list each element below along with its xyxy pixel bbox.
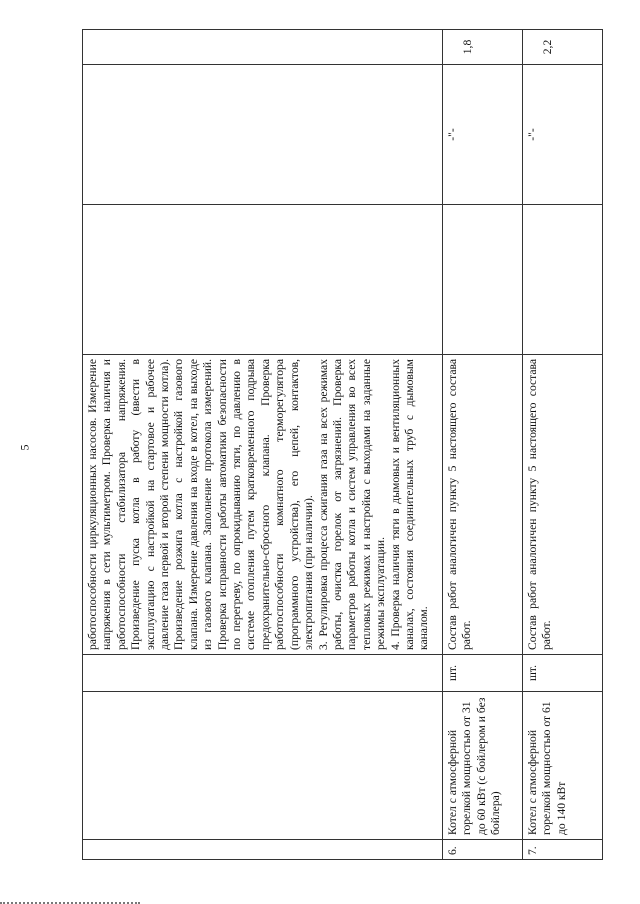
table-row-continuation [83, 30, 443, 860]
cell-description: Состав работ аналогичен пункту 5 настоящего состава работ. [523, 355, 603, 655]
table-row [443, 30, 523, 860]
table-rotor [82, 39, 602, 860]
description-paragraph-3: 4. Проверка наличия тяги в дымовых и вентиляционных каналах, состояния соединительных труб с дымовым каналом. [388, 359, 431, 650]
cell-value: 1,8 [443, 30, 523, 65]
cell-extra-empty [83, 205, 443, 355]
page-number: 5 [17, 444, 32, 451]
cell-extra [523, 205, 603, 355]
scan-edge-marks [0, 898, 140, 904]
cell-unit: шт. [443, 655, 523, 692]
cell-description: Состав работ аналогичен пункту 5 настоящего состава работ. [443, 355, 523, 655]
cell-name-empty [83, 692, 443, 840]
cell-ditto: -"- [523, 65, 603, 205]
cell-name: Котел с атмосферной горелкой мощностью от 31 до 60 кВт (с бойлером и без бойлера) [443, 692, 523, 840]
cell-value-empty [83, 30, 443, 65]
table-row [523, 30, 603, 860]
description-paragraph-2: 3. Регулировка процесса сжигания газа на всех режимах работы, очистка горелок от загрязнений. Проверка параметров работы котла и систем управления во всех тепловых режимах и настройка с выходами на заданные режимы эксплуатации. [316, 359, 388, 650]
cell-work-description [83, 355, 443, 655]
cell-num-empty [83, 840, 443, 860]
cell-name: Котел с атмосферной горелкой мощностью от 61 до 140 кВт [523, 692, 603, 840]
cell-num: 6. [443, 840, 523, 860]
cell-ditto: -"- [443, 65, 523, 205]
description-paragraph-1: работоспособности циркуляционных насосов. Измерение напряжения в сети мультиметром. Проверка наличия и работоспособности стабилизатора напряжения. Произведение пуска котла в работу (ввести в эксплуатацию с настройкой на стартовое и рабочее давление газа первой и второй степени мощности котла). Произведение розжига котла с настройкой газового клапана. Измерение давления на входе в котел, на выходе из газового клапана. Заполнение протокола измерений. Проверка исправности работы автоматики безопасности по перегреву, по опрокидыванию тяги, по давлению в системе отопления путем кратковременного подрыва предохранительно-сбросного клапана. Проверка работоспособности комнатного терморегулятора (программного устройства), его цепей, контактов, электропитания (при наличии). [86, 359, 316, 650]
cell-extra [443, 205, 523, 355]
cell-value: 2,2 [523, 30, 603, 65]
cell-ditto-empty [83, 65, 443, 205]
works-table [82, 29, 603, 860]
cell-unit: шт. [523, 655, 603, 692]
cell-num: 7. [523, 840, 603, 860]
cell-unit-empty [83, 655, 443, 692]
